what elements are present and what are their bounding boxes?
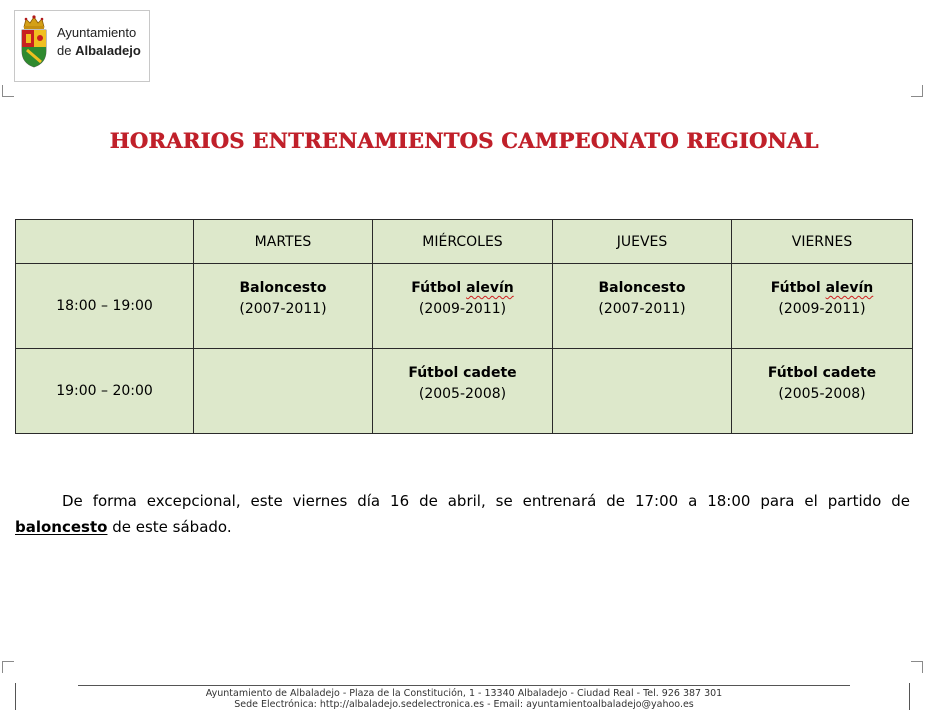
page-corner-mark-bottom-left (2, 661, 14, 673)
municipality-logo (14, 10, 150, 82)
header-cell-viernes: VIERNES (732, 220, 913, 264)
page-corner-mark-bottom-right (911, 661, 923, 673)
table-header-row (16, 220, 913, 264)
spellcheck-flagged-word: alevín (825, 280, 874, 296)
activity-name-main: Fútbol (411, 280, 467, 296)
footer-contact: Sede Electrónica: http://albaladejo.sedelectronica.es - Email: ayuntamientoalbaladejo@yahoo.es (234, 699, 694, 710)
spellcheck-flagged-word: alevín (466, 280, 514, 296)
training-schedule-table (15, 219, 913, 434)
document-title: HORARIOS ENTRENAMIENTOS CAMPEONATO REGIONAL (109, 128, 819, 153)
logo-text-ayuntamiento: Ayuntamiento (57, 25, 137, 40)
schedule-cell (373, 349, 553, 434)
schedule-cell (373, 264, 553, 349)
logo-text-town-name: Albaladejo (75, 43, 141, 58)
activity-name: Baloncesto (598, 280, 686, 296)
schedule-cell (194, 264, 373, 349)
header-cell-miercoles: MIÉRCOLES (373, 220, 553, 264)
page-corner-mark-top-right (911, 85, 923, 97)
activity-name: Fútbol cadete (767, 365, 877, 381)
notice-text-end: de este sábado. (107, 518, 232, 536)
age-range: (2005-2008) (778, 386, 866, 402)
page-corner-mark-top-left (2, 85, 14, 97)
schedule-cell-empty (194, 349, 373, 434)
age-range: (2009-2011) (778, 301, 866, 317)
logo-text-town (57, 43, 141, 58)
age-range: (2007-2011) (598, 301, 686, 317)
age-range: (2009-2011) (418, 301, 507, 317)
table-row (16, 264, 913, 349)
schedule-cell (732, 349, 913, 434)
activity-name (373, 278, 552, 299)
activity-name: Baloncesto (239, 280, 327, 296)
activity-name-main: Fútbol (770, 280, 826, 296)
table-row (16, 349, 913, 434)
time-slot-cell: 18:00 – 19:00 (16, 264, 194, 349)
header-cell-jueves: JUEVES (553, 220, 732, 264)
coat-of-arms-icon (18, 13, 50, 69)
header-cell-martes: MARTES (194, 220, 373, 264)
schedule-cell-empty (553, 349, 732, 434)
notice-emphasis: baloncesto (15, 518, 108, 536)
activity-name: Fútbol cadete (408, 365, 517, 381)
notice-text: De forma excepcional, este viernes día 16 de abril, se entrenará de 17:00 a 18:00 para el partido de (62, 492, 910, 510)
footer-divider (78, 685, 850, 686)
footer-address: Ayuntamiento de Albaladejo - Plaza de la Constitución, 1 - 13340 Albaladejo - Ciudad Real - Tel. 926 387 301 (205, 688, 723, 699)
age-range: (2005-2008) (418, 386, 507, 402)
time-slot-cell: 19:00 – 20:00 (16, 349, 194, 434)
activity-name (732, 278, 912, 299)
age-range: (2007-2011) (239, 301, 327, 317)
schedule-cell (732, 264, 913, 349)
schedule-cell (553, 264, 732, 349)
exception-notice (15, 488, 910, 540)
header-cell-empty (16, 220, 194, 264)
logo-text-prefix: de (57, 43, 76, 58)
